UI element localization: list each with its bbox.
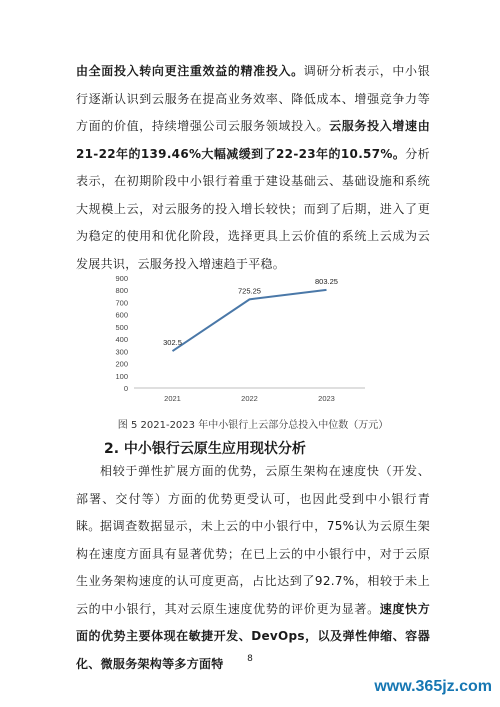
watermark: www.365jz.com	[374, 678, 492, 695]
x-tick-label: 2023	[318, 394, 335, 403]
data-label: 302.5	[163, 338, 182, 348]
body-text: 调研分析表示，中小银行逐渐认识到云服务在提高业务效率、降低成本、增强竞争力等方面的价值，持续增强公司云服务领域投入。	[76, 64, 430, 133]
y-tick-label: 300	[115, 347, 128, 357]
investment-line-chart	[100, 268, 375, 418]
paragraph-cloud-investment	[76, 58, 430, 278]
bold-speed-advantage-text: 速度快方面的优势主要体现在敏捷开发、DevOps，以及弹性伸缩、容器化、微服务架构等多方面特	[76, 601, 431, 671]
y-tick-label: 700	[115, 298, 128, 308]
y-tick-label: 600	[115, 310, 128, 320]
y-tick-label: 500	[115, 322, 128, 332]
y-tick-label: 400	[115, 335, 128, 345]
x-tick-label: 2022	[241, 394, 258, 403]
figure-caption: 图 5 2021-2023 年中小银行上云部分总投入中位数（万元）	[117, 420, 389, 431]
data-label: 803.25	[315, 276, 338, 286]
y-tick-label: 800	[115, 286, 128, 296]
y-tick-label: 900	[115, 274, 128, 283]
x-tick-label: 2021	[164, 394, 181, 403]
y-tick-label: 100	[115, 371, 128, 381]
paragraph-cloud-native-speed: 相较于弹性扩展方面的优势，云原生架构在速度快（开发、部署、交付等）方面的优势更受认可，也因此受到中小银行青睐。	[76, 464, 430, 533]
y-tick-label: 200	[115, 359, 128, 369]
y-tick-label: 0	[123, 384, 128, 393]
page-number: 8	[247, 654, 253, 664]
body-text-analysis: 分析表示，在初期阶段中小银行着重于建设基础云、基础设施和系统大规模上云，对云服务的投入增长较快；而到了后期，进入了更为稳定的使用和优化阶段，选择更具上云价值的系统上云成为云发展共识，云服务投入增速趋于平稳。	[76, 146, 430, 271]
section-title: 2. 中小银行云原生应用现状分析	[104, 441, 306, 457]
survey-text: 据调查数据显示，未上云的中小银行中，75%认为云原生架构在速度方面具有显著优势；在已上云的中小银行中，对于云原生业务架构速度的认可度更高，占比达到了92.7%，相较于未上云的中小银行，其对云原生速度优势的评价更为显著。	[76, 519, 430, 616]
bold-lead-text: 由全面投入转向更注重效益的精准投入。	[76, 64, 304, 78]
data-label: 725.25	[238, 286, 261, 296]
series-line	[173, 290, 327, 351]
bold-growth-text: 云服务投入增速由21-22年的139.46%大幅减缓到了22-23年的10.57%。	[76, 119, 430, 161]
